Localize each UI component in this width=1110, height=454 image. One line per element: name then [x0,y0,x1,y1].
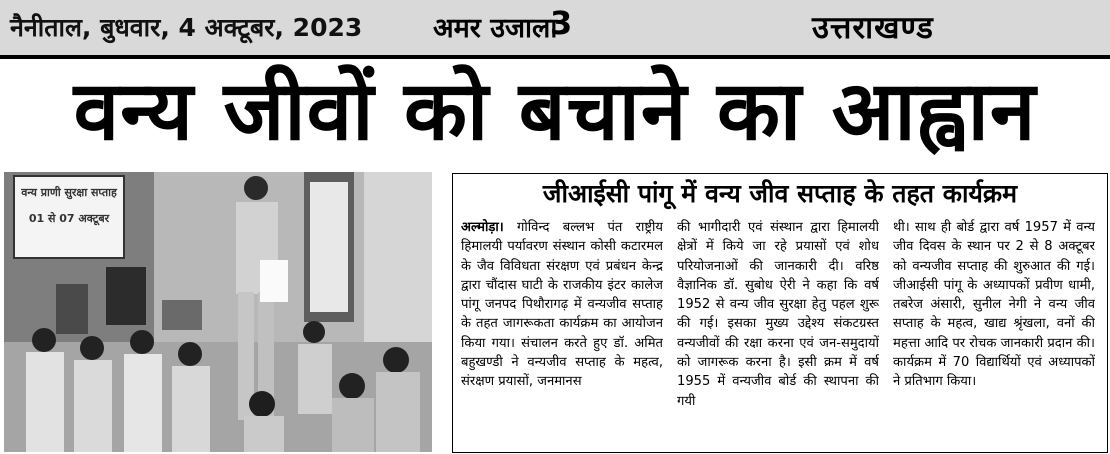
article-column-1 [461,218,663,450]
banner-text-line1: वन्य प्राणी सुरक्षा सप्ताह [21,186,117,199]
article-column-1-text: गोविन्द बल्लभ पंत राष्ट्रीय हिमालयी पर्यावरण संस्थान कोसी कटारमल के जैव विविधता संरक्षण एवं प्रबंधन केन्द्र द्वारा चौंदास घाटी के राजकीय इंटर कालेज पांगू जनपद पिथौरागढ़ में वन्यजीव सप्ताह के तहत जागरूकता कार्यक्रम का आयोजन किया गया। संचालन करते हुए डॉ. अमित बहुखण्डी ने वन्यजीव सप्ताह के महत्व, संरक्षण प्रयासों, जनमानस [461,220,663,390]
classroom-photo-illustration [4,172,432,452]
banner-text-line2: 01 से 07 अक्टूबर [28,212,110,225]
article-column-2: की भागीदारी एवं संस्थान द्वारा हिमालयी क्षेत्रों में किये जा रहे प्रयासों एवं शोध परियोजनाओं की जानकारी दी। वरिष्ठ वैज्ञानिक डॉ. सुबोध ऐरी ने कहा कि वर्ष 1952 से वन्य जीव सुरक्षा हेतु पहल शुरू की गई। इसका मुख्य उद्देश्य संकटग्रस्त वन्यजीवों की रक्षा करना एवं जन-समुदायों को जागरूक करना है। इसी क्रम में वर्ष 1955 में वन्यजीव बोर्ड की स्थापना की गयी [677,220,879,409]
newspaper-name: अमर उजाला [433,13,558,44]
header-rule [0,55,1110,59]
dateline-band [0,0,1110,55]
article-columns [461,218,1101,450]
article-dateline: अल्मोड़ा। [461,220,504,235]
article-column-3: थी। साथ ही बोर्ड द्वारा वर्ष 1957 में वन्य जीव दिवस के स्थान पर 2 से 8 अक्टूबर को वन्यजीव सप्ताह की शुरुआत की गई। जीआईसी पांगू के अध्यापकों प्रवीण धामी, तबरेज अंसारी, सुनील नेगी ने वन्य जीव सप्ताह के महत्व, खाद्य श्रृंखला, वनों की महत्ता आदि पर रोचक जानकारी प्रदान की। कार्यक्रम में 70 विद्यार्थियों एवं अध्यापकों ने प्रतिभाग किया। [893,220,1095,390]
news-photo [4,172,432,452]
article-subheadline: जीआईसी पांगू में वन्य जीव सप्ताह के तहत कार्यक्रम [542,179,1018,208]
news-article [452,173,1108,453]
edition-date: नैनीताल, बुधवार, 4 अक्टूबर, 2023 [10,13,363,42]
section-name: उत्तराखण्ड [812,10,934,46]
page-number: 3 [550,4,573,42]
main-headline: वन्य जीवों को बचाने का आह्वान [73,64,1037,159]
